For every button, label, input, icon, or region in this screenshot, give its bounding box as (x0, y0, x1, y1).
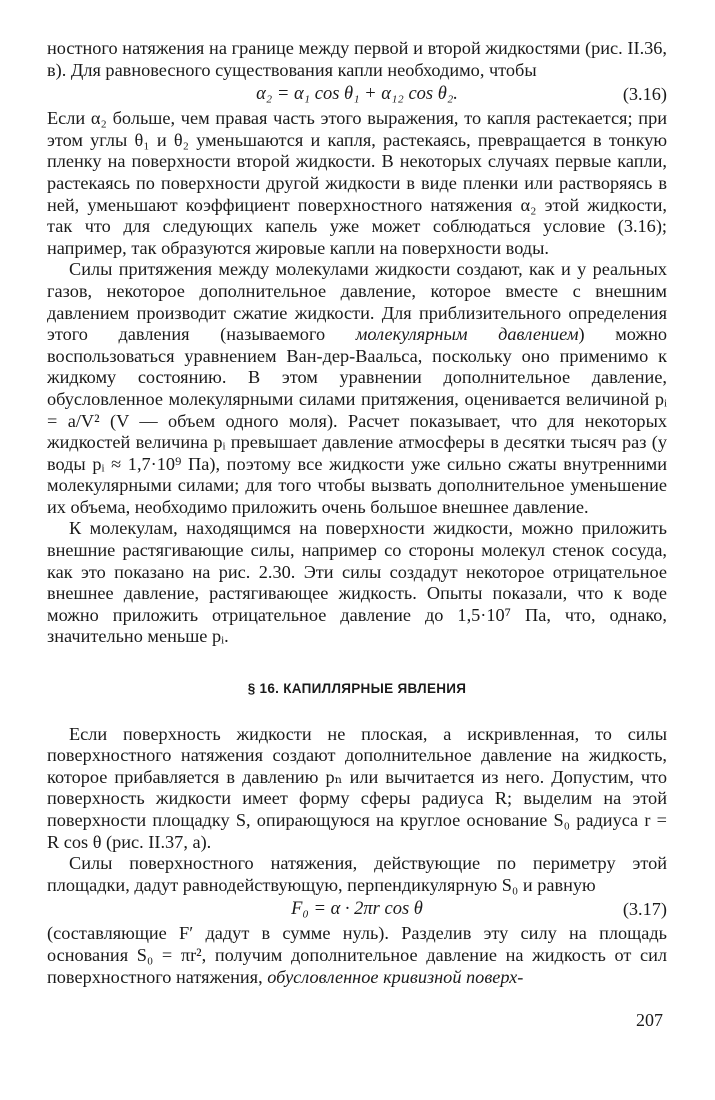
paragraph-3-text-a: Силы притяжения между молекулами жидкости создают, как и у реальных газов, некоторое дополнительное давление, которое вместе с внешним давлением производит сжатие жидкости. Для приблизительного определения этого давления (называемого (47, 259, 667, 345)
equation-3-16-number: (3.16) (622, 84, 667, 105)
paragraph-3-italic-term: молекулярным давлением (355, 324, 579, 345)
paragraph-7-italic-phrase: обусловленное кривизной поверх- (267, 966, 524, 987)
equation-3-17-number: (3.17) (622, 899, 667, 920)
equation-3-16 (47, 81, 667, 108)
equation-3-17 (47, 896, 667, 923)
paragraph-4: К молекулам, находящимся на поверхности жидкости, можно приложить внешние растягивающие силы, например со стороны молекул стенок сосуда, как это показано на рис. 2.30. Эти силы создадут некоторое отрицательное внешнее давление, растягивающее жидкость. Опыты показали, что к воде можно приложить отрицательное давление до 1,5·10⁷ Па, что, однако, значительно меньше pᵢ. (47, 518, 667, 647)
page-number: 207 (636, 1010, 663, 1030)
page-body (47, 38, 667, 988)
paragraph-2: Если α₂ больше, чем правая часть этого выражения, то капля растекается; при этом углы θ₁ и θ₂ уменьшаются и капля, растекаясь, превращается в тонкую пленку на поверхности второй жидкости. В некоторых случаях первые капли, растекаясь по поверхности другой жидкости в виде пленки или растворяясь в ней, уменьшают коэффициент поверхностного натяжения α₂ этой жидкости, так что для следующих капель уже может соблюдаться условие (3.16); например, так образуются жировые капли на поверхности воды. (47, 108, 667, 258)
section-heading: § 16. КАПИЛЛЯРНЫЕ ЯВЛЕНИЯ (247, 681, 467, 697)
paragraph-3-text-b: ) можно воспользоваться уравнением Ван-дер-Ваальса, поскольку оно применимо к жидкому состоянию. В этом уравнении дополнительное давление, обусловленное молекулярными силами притяжения, оценивается величиной pᵢ = a/V² (V — объем одного моля). Расчет показывает, что для некоторых жидкостей величина pᵢ превышает давление атмосферы в десятки тысяч раз (у воды pᵢ ≈ 1,7·10⁹ Па), поэтому все жидкости уже сильно сжаты внутренними молекулярными силами; для того чтобы вызвать дополнительное уменьшение их объема, необходимо приложить очень большое внешнее давление. (47, 324, 668, 517)
paragraph-7-text: (составляющие F′ дадут в сумме нуль). Разделив эту силу на площадь основания S₀ = πr², получим дополнительное давление на жидкость от сил поверхностного натяжения, (47, 923, 667, 987)
paragraph-3 (47, 259, 667, 518)
paragraph-5: Если поверхность жидкости не плоская, а искривленная, то силы поверхностного натяжения создают дополнительное давление на жидкость, которое прибавляется в давлению pₙ или вычитается из него. Допустим, что поверхность жидкости имеет форму сферы радиуса R; выделим на этой поверхности площадку S, опирающуюся на круглое основание S₀ радиуса r = R cos θ (рис. II.37, а). (47, 723, 667, 852)
paragraph-6: Силы поверхностного натяжения, действующие по периметру этой площадки, дадут равнодействующую, перпендикулярную S₀ и равную (47, 853, 667, 895)
equation-3-16-formula: α₂ = α₁ cos θ₁ + α₁₂ cos θ₂. (256, 84, 458, 105)
paragraph-7 (47, 923, 667, 988)
paragraph-1: ностного натяжения на границе между первой и второй жидкостями (рис. II.36, в). Для равновесного существования капли необходимо, чтобы (47, 38, 667, 80)
equation-3-17-formula: F₀ = α · 2πr cos θ (291, 899, 423, 920)
